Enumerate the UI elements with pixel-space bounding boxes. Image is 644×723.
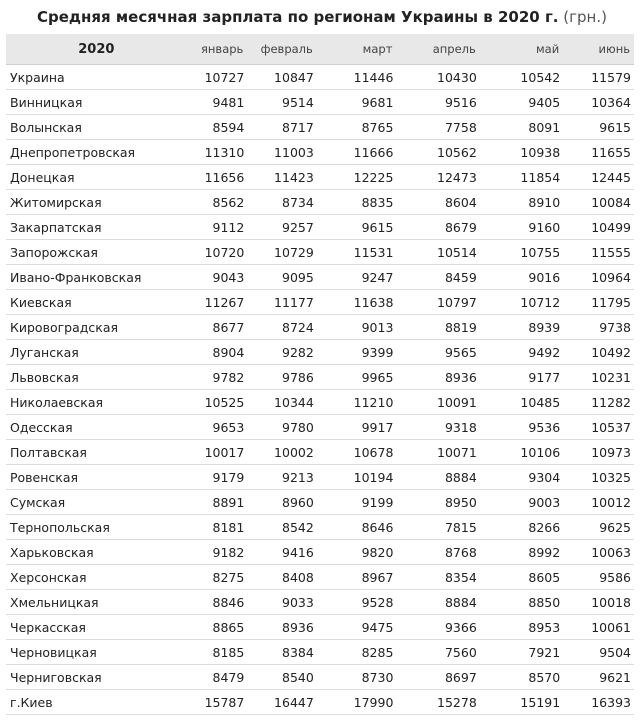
region-name: Одесская [6,415,187,440]
salary-value: 9160 [480,215,563,240]
region-name: Волынская [6,115,187,140]
salary-value: 11638 [317,290,397,315]
salary-value: 12473 [396,165,479,190]
salary-value: 10194 [317,465,397,490]
salary-value: 8697 [396,665,479,690]
region-name: Украина [6,65,187,90]
region-name: Хмельницкая [6,590,187,615]
salary-value: 10071 [396,440,479,465]
salary-value: 8967 [317,565,397,590]
salary-value: 9565 [396,340,479,365]
salary-value: 10017 [187,440,248,465]
salary-value: 12225 [317,165,397,190]
salary-value: 9738 [563,315,634,340]
salary-value: 9043 [187,265,248,290]
salary-value: 10485 [480,390,563,415]
salary-value: 9003 [480,490,563,515]
month-header: февраль [247,34,316,65]
salary-value: 8185 [187,640,248,665]
region-name: Сумская [6,490,187,515]
salary-value: 9536 [480,415,563,440]
table-row [6,365,634,390]
table-row [6,265,634,290]
month-header: январь [187,34,248,65]
region-name: Херсонская [6,565,187,590]
salary-value: 15787 [187,690,248,715]
salary-value: 10678 [317,440,397,465]
salary-value: 9653 [187,415,248,440]
salary-value: 11423 [247,165,316,190]
salary-value: 11854 [480,165,563,190]
salary-value: 8953 [480,615,563,640]
table-row [6,540,634,565]
salary-value: 9112 [187,215,248,240]
table-row [6,290,634,315]
salary-value: 8717 [247,115,316,140]
salary-value: 10525 [187,390,248,415]
salary-value: 10514 [396,240,479,265]
table-row [6,65,634,90]
salary-value: 8734 [247,190,316,215]
salary-value: 9282 [247,340,316,365]
month-header: июнь [563,34,634,65]
region-name: Луганская [6,340,187,365]
salary-value: 9177 [480,365,563,390]
salary-value: 11579 [563,65,634,90]
salary-value: 15278 [396,690,479,715]
table-row [6,465,634,490]
region-name: Закарпатская [6,215,187,240]
salary-value: 10537 [563,415,634,440]
region-name: Черкасская [6,615,187,640]
salary-value: 9416 [247,540,316,565]
salary-value: 10499 [563,215,634,240]
salary-value: 9405 [480,90,563,115]
salary-value: 9782 [187,365,248,390]
salary-value: 9492 [480,340,563,365]
salary-value: 9247 [317,265,397,290]
region-name: Тернопольская [6,515,187,540]
salary-value: 8408 [247,565,316,590]
month-header: май [480,34,563,65]
table-row [6,515,634,540]
salary-value: 10325 [563,465,634,490]
salary-value: 8679 [396,215,479,240]
salary-value: 8936 [396,365,479,390]
table-row [6,665,634,690]
salary-value: 8285 [317,640,397,665]
salary-value: 10063 [563,540,634,565]
salary-value: 8835 [317,190,397,215]
region-name: Ровенская [6,465,187,490]
salary-value: 16393 [563,690,634,715]
salary-value: 8594 [187,115,248,140]
salary-value: 8091 [480,115,563,140]
table-row [6,140,634,165]
table-row [6,690,634,715]
table-row [6,240,634,265]
table-row [6,490,634,515]
salary-value: 8605 [480,565,563,590]
salary-value: 8950 [396,490,479,515]
table-row [6,340,634,365]
month-header: март [317,34,397,65]
salary-value: 8724 [247,315,316,340]
salary-value: 9504 [563,640,634,665]
salary-value: 10231 [563,365,634,390]
salary-value: 10018 [563,590,634,615]
table-row [6,415,634,440]
salary-value: 15191 [480,690,563,715]
region-name: Кировоградская [6,315,187,340]
salary-value: 8730 [317,665,397,690]
salary-value: 9586 [563,565,634,590]
salary-value: 8354 [396,565,479,590]
region-name: Николаевская [6,390,187,415]
table-row [6,565,634,590]
salary-value: 8540 [247,665,316,690]
salary-value: 11655 [563,140,634,165]
region-name: Винницкая [6,90,187,115]
chart-title-text: Средняя месячная зарплата по регионам Украины в 2020 г. [37,8,559,26]
salary-value: 10344 [247,390,316,415]
table-row [6,615,634,640]
salary-value: 8459 [396,265,479,290]
salary-value: 11282 [563,390,634,415]
salary-value: 10938 [480,140,563,165]
salary-value: 9780 [247,415,316,440]
salary-value: 11267 [187,290,248,315]
salary-value: 11310 [187,140,248,165]
salary-value: 10729 [247,240,316,265]
salary-value: 8768 [396,540,479,565]
salary-value: 9481 [187,90,248,115]
salary-value: 9033 [247,590,316,615]
salary-value: 10562 [396,140,479,165]
salary-value: 9965 [317,365,397,390]
year-header: 2020 [6,34,187,65]
salary-value: 10964 [563,265,634,290]
salary-value: 10084 [563,190,634,215]
salary-value: 8960 [247,490,316,515]
table-row [6,440,634,465]
salary-value: 8479 [187,665,248,690]
salary-value: 9514 [247,90,316,115]
salary-value: 8884 [396,590,479,615]
salary-value: 8910 [480,190,563,215]
salary-value: 8865 [187,615,248,640]
table-row [6,90,634,115]
salary-value: 8542 [247,515,316,540]
salary-value: 8891 [187,490,248,515]
region-name: Днепропетровская [6,140,187,165]
region-name: Полтавская [6,440,187,465]
salary-table [6,34,634,715]
salary-value: 10061 [563,615,634,640]
chart-unit: (грн.) [563,8,607,26]
region-name: Ивано-Франковская [6,265,187,290]
salary-value: 17990 [317,690,397,715]
salary-value: 7560 [396,640,479,665]
salary-value: 8765 [317,115,397,140]
salary-value: 10106 [480,440,563,465]
salary-value: 8850 [480,590,563,615]
salary-value: 10364 [563,90,634,115]
region-name: Киевская [6,290,187,315]
table-row [6,165,634,190]
salary-value: 9615 [317,215,397,240]
salary-value: 9681 [317,90,397,115]
salary-value: 8570 [480,665,563,690]
salary-value: 10492 [563,340,634,365]
salary-value: 10542 [480,65,563,90]
salary-value: 7815 [396,515,479,540]
table-row [6,190,634,215]
region-name: Житомирская [6,190,187,215]
salary-value: 11446 [317,65,397,90]
salary-value: 8677 [187,315,248,340]
salary-value: 8181 [187,515,248,540]
header-row [6,34,634,65]
salary-value: 7921 [480,640,563,665]
salary-value: 9625 [563,515,634,540]
salary-value: 8846 [187,590,248,615]
salary-value: 11656 [187,165,248,190]
salary-value: 8604 [396,190,479,215]
salary-value: 10012 [563,490,634,515]
salary-value: 9516 [396,90,479,115]
salary-value: 9179 [187,465,248,490]
region-name: Черниговская [6,665,187,690]
month-header: апрель [396,34,479,65]
salary-value: 9528 [317,590,397,615]
salary-value: 9475 [317,615,397,640]
salary-value: 9399 [317,340,397,365]
salary-value: 11795 [563,290,634,315]
region-name: Львовская [6,365,187,390]
salary-value: 11003 [247,140,316,165]
salary-value: 8992 [480,540,563,565]
salary-value: 9615 [563,115,634,140]
salary-value: 9013 [317,315,397,340]
region-name: Донецкая [6,165,187,190]
salary-value: 9304 [480,465,563,490]
salary-value: 8646 [317,515,397,540]
salary-value: 8884 [396,465,479,490]
table-row [6,115,634,140]
salary-value: 16447 [247,690,316,715]
salary-value: 10973 [563,440,634,465]
salary-value: 10430 [396,65,479,90]
salary-value: 8384 [247,640,316,665]
salary-value: 8904 [187,340,248,365]
salary-value: 10002 [247,440,316,465]
salary-value: 9257 [247,215,316,240]
salary-value: 11531 [317,240,397,265]
salary-value: 10847 [247,65,316,90]
salary-value: 11177 [247,290,316,315]
table-row [6,640,634,665]
salary-value: 10797 [396,290,479,315]
salary-value: 9016 [480,265,563,290]
salary-value: 11210 [317,390,397,415]
table-body [6,65,634,715]
table-row [6,590,634,615]
salary-value: 9095 [247,265,316,290]
salary-value: 8936 [247,615,316,640]
chart-title [0,0,644,34]
table-row [6,390,634,415]
salary-value: 7758 [396,115,479,140]
table-row [6,215,634,240]
salary-value: 8939 [480,315,563,340]
salary-value: 9820 [317,540,397,565]
salary-value: 10727 [187,65,248,90]
table-row [6,315,634,340]
salary-value: 8275 [187,565,248,590]
region-name: Харьковская [6,540,187,565]
salary-value: 9366 [396,615,479,640]
salary-value: 11555 [563,240,634,265]
salary-value: 9213 [247,465,316,490]
salary-value: 9199 [317,490,397,515]
salary-value: 10755 [480,240,563,265]
salary-value: 9917 [317,415,397,440]
region-name: Черновицкая [6,640,187,665]
salary-value: 10720 [187,240,248,265]
salary-value: 9318 [396,415,479,440]
salary-value: 8266 [480,515,563,540]
salary-value: 10712 [480,290,563,315]
salary-value: 12445 [563,165,634,190]
salary-value: 9786 [247,365,316,390]
salary-value: 9621 [563,665,634,690]
region-name: г.Киев [6,690,187,715]
region-name: Запорожская [6,240,187,265]
salary-value: 8819 [396,315,479,340]
salary-value: 11666 [317,140,397,165]
salary-value: 8562 [187,190,248,215]
salary-value: 9182 [187,540,248,565]
salary-value: 10091 [396,390,479,415]
